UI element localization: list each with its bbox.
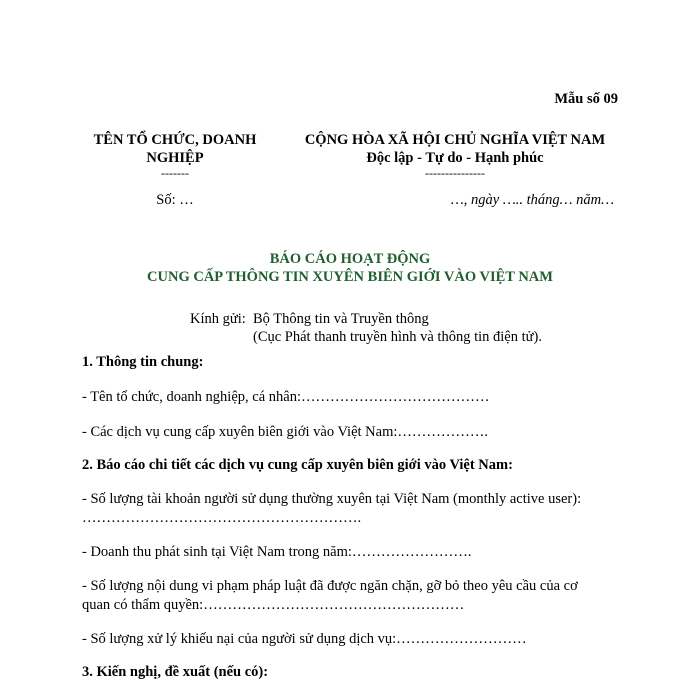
recipient-line2: (Cục Phát thanh truyền hình và thông tin điện tử). [253,329,542,345]
section-2-item-removed-line1: - Số lượng nội dung vi phạm pháp luật đã được ngăn chặn, gỡ bỏ theo yêu cầu của cơ [82,578,578,594]
section-2-heading: 2. Báo cáo chi tiết các dịch vụ cung cấp xuyên biên giới vào Việt Nam: [82,457,513,473]
section-2-item-mau-line1: - Số lượng tài khoản người sử dụng thường xuyên tại Việt Nam (monthly active user): [82,491,582,507]
section-1-item-services: - Các dịch vụ cung cấp xuyên biên giới vào Việt Nam:………………. [82,424,488,440]
date-line: …, ngày ….. tháng… năm… [450,192,614,208]
section-3-heading: 3. Kiến nghị, đề xuất (nếu có): [82,664,269,680]
report-title-line2: CUNG CẤP THÔNG TIN XUYÊN BIÊN GIỚI VÀO VIỆT NAM [147,269,553,285]
org-name-line2: NGHIỆP [146,150,204,166]
national-title: CỘNG HÒA XÃ HỘI CHỦ NGHĨA VIỆT NAM [304,132,606,148]
section-2-item-revenue: - Doanh thu phát sinh tại Việt Nam trong năm:……………………. [82,544,472,560]
section-1-heading: 1. Thông tin chung: [82,354,204,370]
recipient-label: Kính gửi: [190,311,246,327]
recipient-line1: Bộ Thông tin và Truyền thông [253,311,429,327]
form-number: Mẫu số 09 [554,91,618,107]
org-rule: ------- [161,166,189,180]
report-title-line1: BÁO CÁO HOẠT ĐỘNG [269,251,431,267]
section-2-item-complaints: - Số lượng xử lý khiếu nại của người sử dụng dịch vụ:……………………… [82,631,527,647]
section-1-item-org-name: - Tên tổ chức, doanh nghiệp, cá nhân:………………………………… [82,389,490,405]
motto-rule: --------------- [425,166,485,180]
section-2-item-removed-line2: quan có thẩm quyền:……………………………………………… [82,597,465,613]
org-name-line1: TÊN TỔ CHỨC, DOANH [93,132,257,148]
document-number: Số: … [156,192,194,208]
national-motto: Độc lập - Tự do - Hạnh phúc [366,150,544,166]
section-2-item-mau-line2: …………………………………………………. [82,510,362,526]
